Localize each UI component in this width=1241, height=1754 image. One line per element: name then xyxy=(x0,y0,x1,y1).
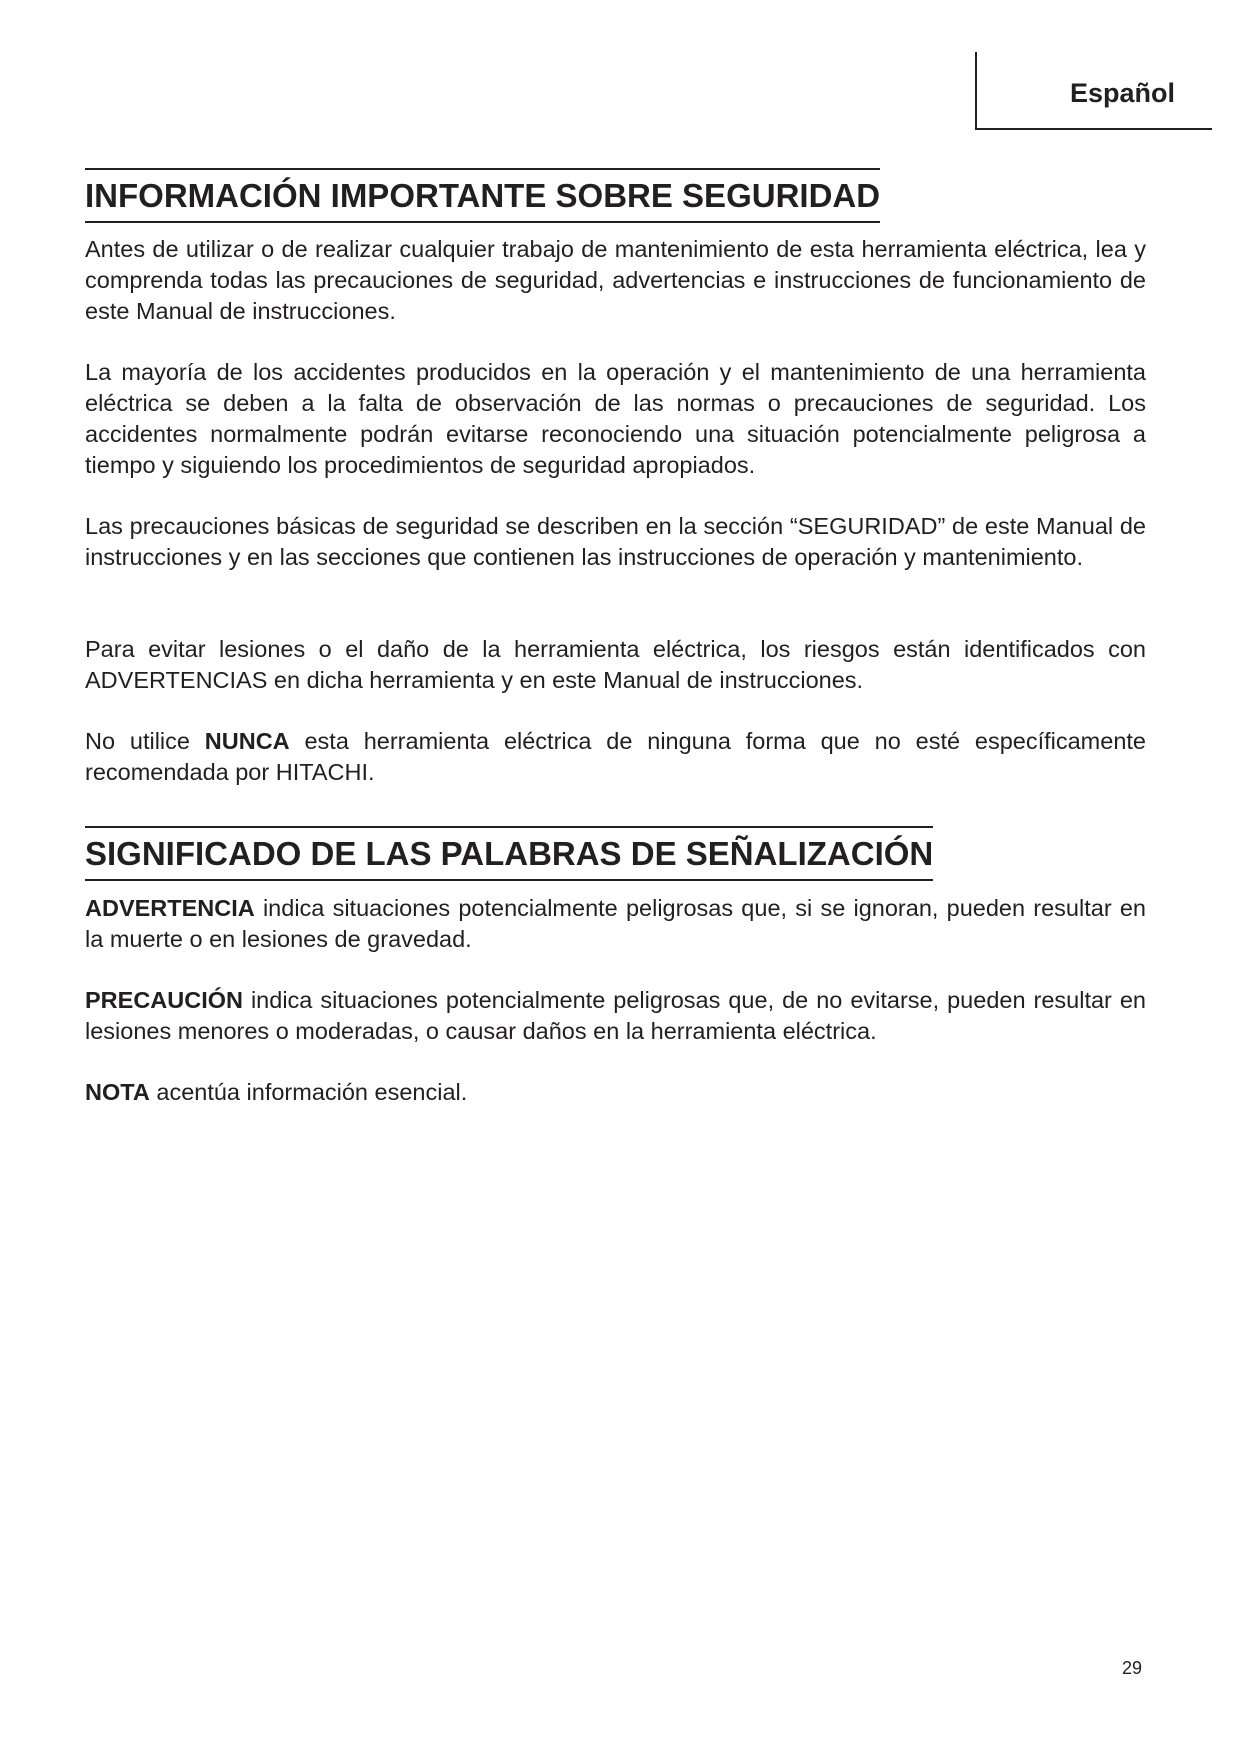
never-post-text: esta herramienta eléctrica de ninguna forma que no esté específicamente recomendada por HITACHI. xyxy=(85,728,1146,785)
definition-note xyxy=(85,1077,1146,1108)
paragraph-intro: Antes de utilizar o de realizar cualquier trabajo de mantenimiento de esta herramienta eléctrica, lea y comprenda todas las precauciones de seguridad, advertencias e instrucciones de funcionamiento de este Manual de instrucciones. xyxy=(85,236,1146,324)
definition-warning xyxy=(85,893,1146,955)
never-pre-text: No utilice xyxy=(85,728,205,754)
term-caution: PRECAUCIÓN xyxy=(85,987,243,1013)
section-title-safety: INFORMACIÓN IMPORTANTE SOBRE SEGURIDAD xyxy=(85,168,880,223)
paragraph-never-use xyxy=(85,726,1146,788)
term-warning: ADVERTENCIA xyxy=(85,895,255,921)
paragraph-accidents: La mayoría de los accidentes producidos en la operación y el mantenimiento de una herramienta eléctrica se deben a la falta de observación de las normas o precauciones de seguridad. Los accidentes normalmente podrán evitarse reconociendo una situación potencialmente peligrosa a tiempo y siguiendo los procedimientos de seguridad apropiados. xyxy=(85,359,1146,478)
paragraph-warnings: Para evitar lesiones o el daño de la herramienta eléctrica, los riesgos están identificados con ADVERTENCIAS en dicha herramienta y en este Manual de instrucciones. xyxy=(85,636,1146,693)
section-signal-words-heading xyxy=(85,826,1145,881)
text-warning: indica situaciones potencialmente peligrosas que, si se ignoran, pueden resultar en la muerte o en lesiones de gravedad. xyxy=(85,895,1146,952)
definition-caution xyxy=(85,985,1146,1047)
never-emphasis: NUNCA xyxy=(204,728,290,754)
text-note: acentúa información esencial. xyxy=(149,1079,468,1105)
section-safety-heading xyxy=(85,168,1145,223)
term-note: NOTA xyxy=(85,1079,150,1105)
language-label: Español xyxy=(1069,78,1175,108)
text-caution: indica situaciones potencialmente peligrosas que, de no evitarse, pueden resultar en lesiones menores o moderadas, o causar daños en la herramienta eléctrica. xyxy=(85,987,1146,1044)
page-number: 29 xyxy=(1122,1658,1143,1678)
section-title-signal-words: SIGNIFICADO DE LAS PALABRAS DE SEÑALIZACIÓN xyxy=(85,826,933,881)
paragraph-basic-precautions: Las precauciones básicas de seguridad se describen en la sección “SEGURIDAD” de este Manual de instrucciones y en las secciones que contienen las instrucciones de operación y mantenimiento. xyxy=(85,513,1146,570)
